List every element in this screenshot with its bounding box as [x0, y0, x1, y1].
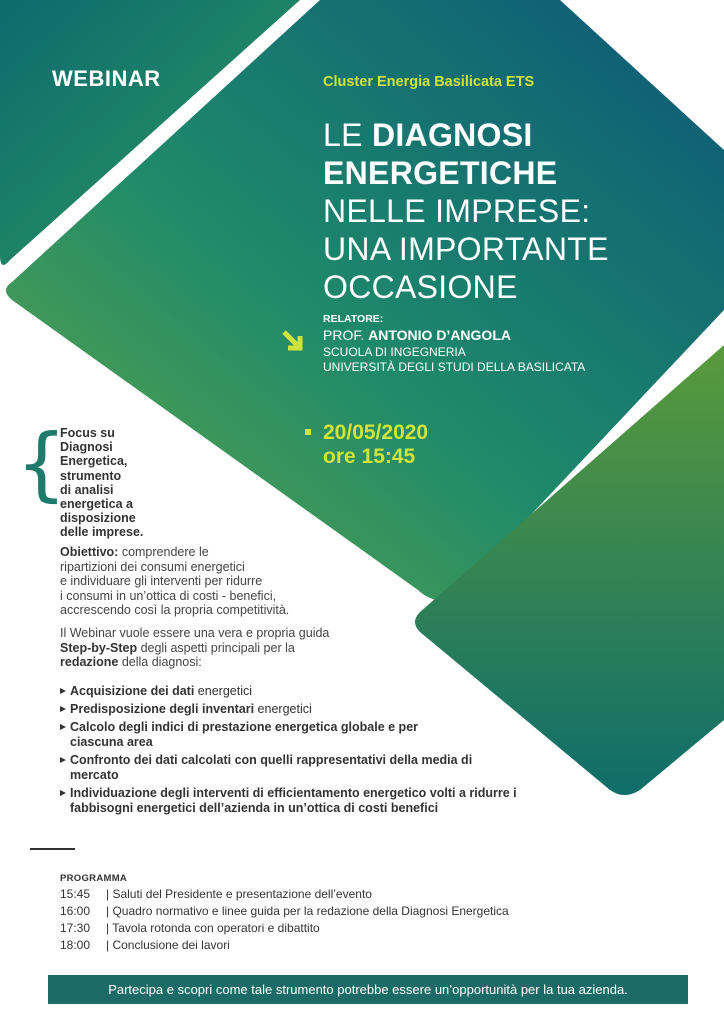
event-time: ore 15:45 [323, 445, 416, 468]
webinar-tag: WEBINAR [52, 66, 161, 91]
program-list [60, 886, 620, 954]
focus-text: Focus su Diagnosi Energetica, strumento di analisi energetica a disposizione delle imprese. [60, 426, 144, 540]
program-row: 15:45 | Saluti del Presidente e presentazione dell’evento [60, 887, 372, 901]
event-datetime [323, 421, 428, 469]
program-title: PROGRAMMA [60, 873, 128, 884]
guide-paragraph: Il Webinar vuole essere una vera e propria guida Step-by-Step degli aspetti principali per la redazione della diagnosi: [60, 626, 330, 669]
event-date: 20/05/2020 [323, 421, 429, 444]
speaker-name: PROF. ANTONIO D’ANGOLA [323, 327, 511, 343]
curly-brace-icon: { [16, 417, 67, 510]
list-item: Confronto dei dati calcolati con quelli rappresentativi della media di mercato [60, 753, 510, 783]
list-item: Predisposizione degli inventari energetici [60, 702, 580, 717]
speaker-affiliation-2: UNIVERSITÀ DEGLI STUDI DELLA BASILICATA [323, 360, 586, 374]
speaker-label: RELATORE: [323, 313, 384, 325]
objective-paragraph: Obiettivo: comprendere le ripartizioni dei consumi energetici e individuare gli interventi per ridurre i consumi in un’ottica di costi - benefici, accrescendo così la propria competitività. [60, 545, 290, 617]
title-line-1: LE DIAGNOSI [323, 117, 533, 153]
program-row: 17:30 | Tavola rotonda con operatori e dibattito [60, 921, 320, 935]
arrow-down-right-icon [280, 328, 308, 356]
section-divider [30, 848, 75, 850]
title-line-3: NELLE IMPRESE: [323, 193, 591, 229]
event-title [323, 116, 703, 306]
program-row: 16:00 | Quadro normativo e linee guida per la redazione della Diagnosi Energetica [60, 904, 509, 918]
list-item: Calcolo degli indici di prestazione energetica globale e per ciascuna area [60, 720, 450, 750]
organizer-name: Cluster Energia Basilicata ETS [323, 74, 535, 90]
speaker-affiliation-1: SCUOLA DI INGEGNERIA [323, 345, 466, 359]
list-item: Acquisizione dei dati energetici [60, 684, 580, 699]
program-row: 18:00 | Conclusione dei lavori [60, 938, 230, 952]
title-line-2: ENERGETICHE [323, 155, 558, 191]
footer-banner: Partecipa e scopri come tale strumento potrebbe essere un’opportunità per la tua azienda. [48, 975, 688, 1004]
steps-list [60, 684, 580, 819]
title-line-4: UNA IMPORTANTE [323, 231, 609, 267]
date-bullet-icon [305, 429, 311, 435]
title-line-5: OCCASIONE [323, 269, 518, 305]
list-item: Individuazione degli interventi di efficientamento energetico volti a ridurre i fabbisogni energetici dell’azienda in un’ottica di costi benefici [60, 786, 570, 816]
